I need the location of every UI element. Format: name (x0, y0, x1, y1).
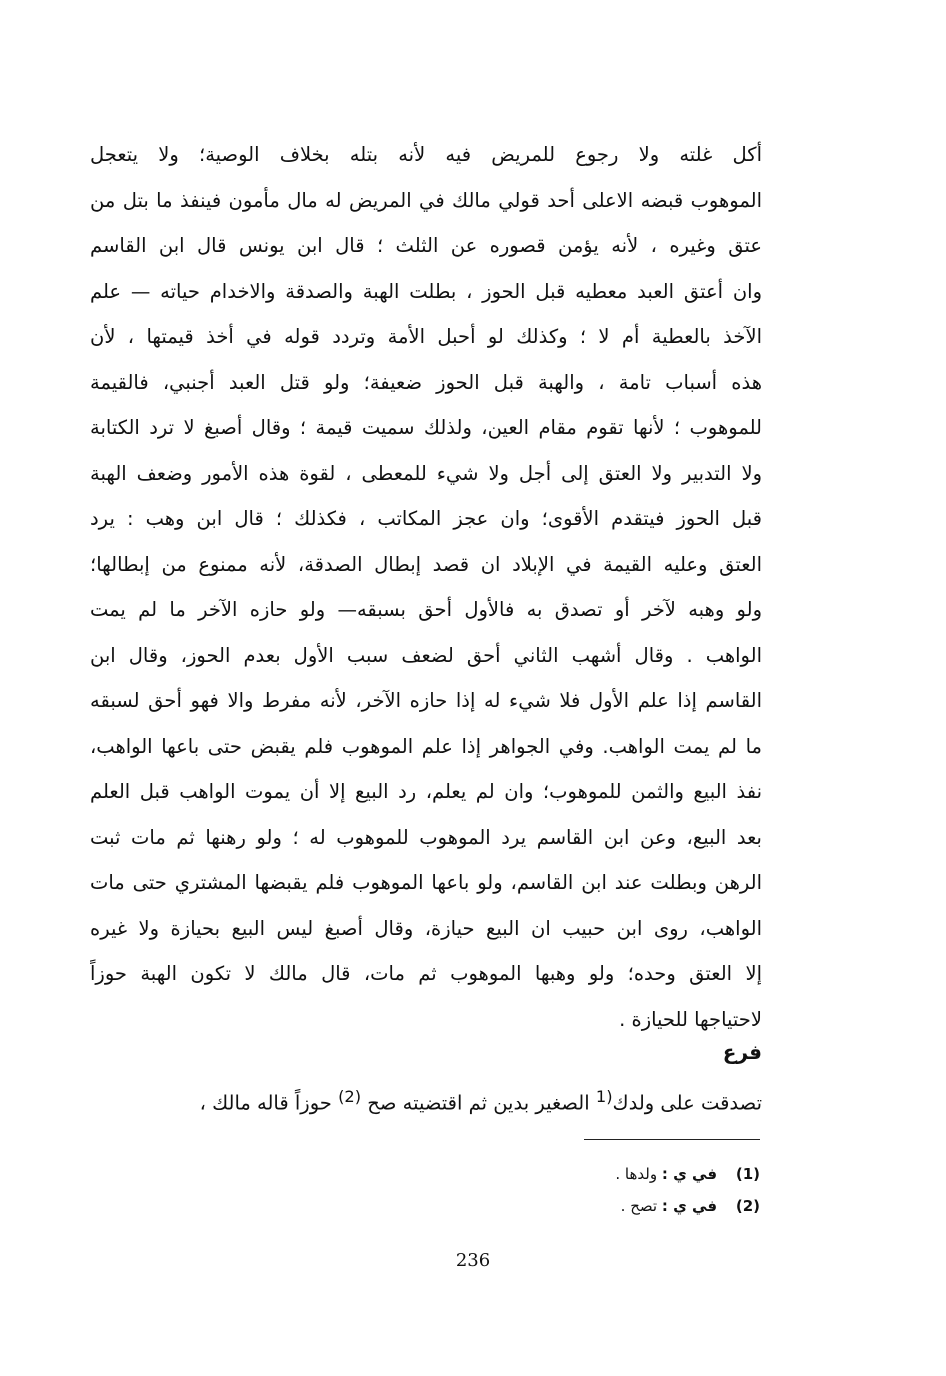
text-line: عتق وغيره ، لأنه يؤمن قصوره عن الثلث ؛ قال ابن يونس قال ابن القاسم (90, 234, 762, 257)
text-line: العتق وعليه القيمة في الإبلاد ان قصد إبطال الصدقة، لأنه ممنوع من إبطالها؛ (90, 552, 762, 576)
text-line: لاحتياجها للحيازة . (619, 1007, 762, 1031)
footnote (615, 1158, 760, 1190)
text-line: هذه أسباب تامة ، والهبة قبل الحوز ضعيفة؛ ولو قتل العبد أجنبي، فالقيمة (90, 370, 762, 394)
text-line: ولو وهبه لآخر أو تصدق به فالأول أحق بسبقه— ولو حازه الآخر ما لم يمت (90, 598, 762, 621)
main-text-block (90, 132, 762, 1042)
text-line: الواهب . وقال أشهب الثاني أحق لضعف سبب الأول بعدم الحوز، وقال ابن (90, 643, 762, 667)
text-line: للموهوب ؛ لأنها تقوم مقام العين، ولذلك سميت قيمة ؛ وقال أصبغ لا ترد الكتابة (90, 416, 762, 439)
text-line: القاسم إذا علم الأول فلا شيء له إذا حازه الآخر، لأنه مفرط والا فهو أحق لسبقه (90, 689, 762, 712)
text-line: بعد البيع، وعن ابن القاسم يرد الموهوب للموهوب له ؛ ولو رهنها ثم مات ثبت (90, 825, 762, 849)
branch-text: تصدقت على ولدك (612, 1091, 762, 1115)
page-number: 236 (455, 1250, 491, 1271)
text-line: إلا العتق وحده؛ ولو وهبها الموهوب ثم مات، قال مالك لا تكون الهبة حوزاً (90, 962, 762, 985)
branch-text: حوزاً قاله مالك ، (199, 1091, 339, 1115)
footnote-text: ولدها . (615, 1165, 658, 1183)
footnote-marker: (2) (338, 1087, 362, 1106)
footnote-separator (584, 1139, 760, 1140)
footnote-source: في ي : (661, 1165, 718, 1183)
footnote-source: في ي : (661, 1197, 718, 1215)
text-line: وان أعتق العبد معطيه قبل الحوز ، بطلت الهبة والصدقة والاخدام حياته — علم (90, 279, 762, 303)
footnote-marker: (1 (595, 1087, 613, 1106)
branch-text: الصغير بدين ثم اقتضيته صح (367, 1091, 596, 1115)
footnote-text: تصح . (620, 1197, 658, 1215)
footnote-number: (1) (735, 1165, 760, 1183)
branch-paragraph (142, 1087, 762, 1115)
text-line: الآخذ بالعطية أم لا ؛ وكذلك لو أحبل الأمة وتردد قوله في أخذ قيمتها ، لأن (90, 325, 762, 348)
text-line: الواهب، روى ابن حبيب ان البيع حيازة، وقال أصبغ ليس البيع بحيازة ولا غيره (90, 916, 762, 940)
text-line: ولا التدبير ولا العتق إلى أجل ولا شيء للمعطى ، لقوة هذه الأمور وضعف الهبة (90, 461, 762, 485)
text-line: ما لم يمت الواهب. وفي الجواهر إذا علم الموهوب فلم يقبض حتى باعها الواهب، (90, 734, 762, 758)
text-line: الرهن وبطلت عند ابن القاسم، ولو باعها الموهوب فلم يقبضها المشتري حتى مات (90, 871, 762, 894)
footnote-number: (2) (735, 1197, 760, 1215)
footnote (615, 1190, 760, 1222)
section-heading: فرع (722, 1040, 762, 1064)
text-line: قبل الحوز فيتقدم الأقوى؛ وان عجز المكاتب ، فكذلك ؛ قال ابن وهب : يرد (90, 507, 762, 530)
text-line: نفذ البيع والثمن للموهوب؛ وان لم يعلم، رد البيع إلا أن يموت الواهب قبل العلم (90, 780, 762, 803)
text-line: الموهوب قبضه الاعلى أحد قولي مالك في المريض له مال مأمون فينفذ ما بتل من (90, 188, 762, 212)
footnotes (615, 1158, 760, 1222)
text-line: أكل غلته ولا رجوع للمريض فيه لأنه بتله بخلاف الوصية؛ ولا يتعجل (90, 143, 762, 166)
